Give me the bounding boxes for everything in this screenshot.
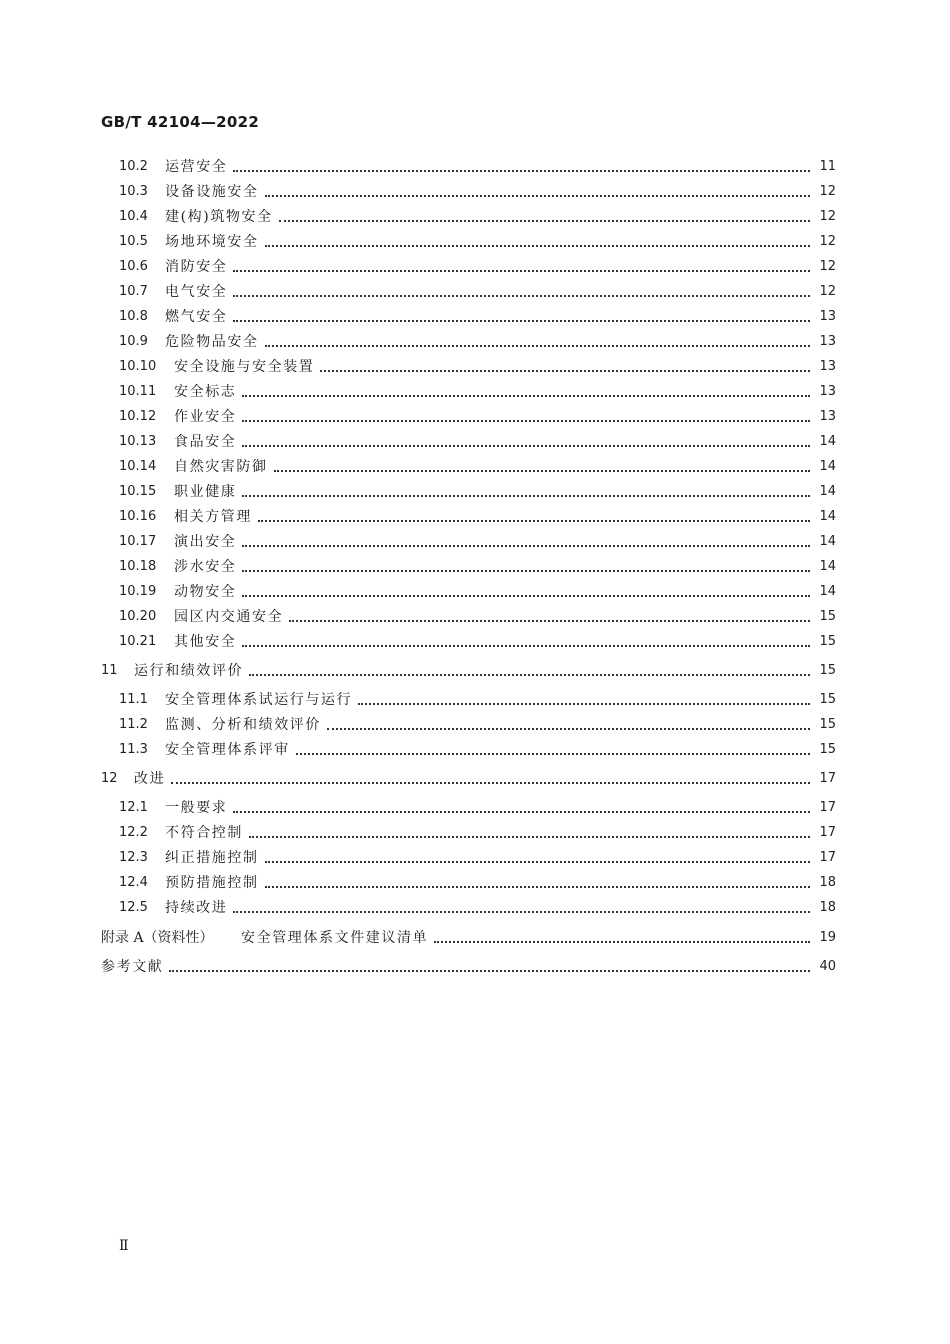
- toc-entry-number: 10.19: [119, 584, 157, 599]
- toc-entry-title: 持续改进: [165, 900, 228, 916]
- toc-entry[interactable]: [119, 456, 836, 478]
- toc-entry[interactable]: [119, 156, 836, 178]
- toc-entry-page: 15: [819, 717, 836, 732]
- toc-entry-title: 园区内交通安全: [174, 609, 284, 625]
- toc-entry[interactable]: [119, 872, 836, 894]
- toc-entry-number: 11: [101, 663, 118, 678]
- toc-leader-dots: [242, 395, 810, 397]
- toc-entry[interactable]: [119, 406, 836, 428]
- toc-leader-dots: [249, 836, 810, 838]
- toc-entry[interactable]: [119, 531, 836, 553]
- toc-entry[interactable]: [119, 556, 836, 578]
- toc-entry[interactable]: [119, 331, 836, 353]
- toc-entry-page: 15: [819, 609, 836, 624]
- toc-entry-number: 12.1: [119, 800, 148, 815]
- toc-entry-number: 10.7: [119, 284, 148, 299]
- toc-entry-page: 13: [819, 409, 836, 424]
- toc-leader-dots: [233, 170, 810, 172]
- toc-leader-dots: [249, 674, 810, 676]
- toc-leader-dots: [242, 595, 810, 597]
- toc-entry-number: 10.3: [119, 184, 148, 199]
- toc-entry[interactable]: [119, 797, 836, 819]
- toc-entry[interactable]: [119, 381, 836, 403]
- toc-entry-number: 附录 A（资料性）: [101, 930, 214, 946]
- toc-entry[interactable]: [119, 506, 836, 528]
- toc-leader-dots: [242, 645, 810, 647]
- toc-entry[interactable]: [119, 631, 836, 653]
- toc-leader-dots: [327, 728, 810, 730]
- toc-entry-title: 危险物品安全: [165, 334, 259, 350]
- toc-entry-title: 安全设施与安全装置: [174, 359, 315, 375]
- toc-entry[interactable]: [119, 714, 836, 736]
- toc-entry-page: 17: [819, 850, 836, 865]
- toc-entry-page: 14: [819, 434, 836, 449]
- toc-entry-page: 15: [819, 692, 836, 707]
- toc-entry-page: 12: [819, 234, 836, 249]
- toc-leader-dots: [233, 320, 810, 322]
- toc-entry-number: 11.2: [119, 717, 148, 732]
- toc-entry-page: 12: [819, 284, 836, 299]
- toc-leader-dots: [434, 941, 810, 943]
- toc-entry[interactable]: [101, 768, 836, 790]
- toc-entry[interactable]: [119, 231, 836, 253]
- toc-entry[interactable]: [101, 956, 836, 978]
- toc-entry[interactable]: [119, 356, 836, 378]
- toc-entry-title: 涉水安全: [174, 559, 237, 575]
- toc-leader-dots: [171, 782, 810, 784]
- toc-entry-number: 10.6: [119, 259, 148, 274]
- toc-entry-page: 14: [819, 459, 836, 474]
- toc-entry-page: 19: [819, 930, 836, 945]
- toc-entry-number: 10.9: [119, 334, 148, 349]
- toc-entry-title: 作业安全: [174, 409, 237, 425]
- toc-entry-page: 13: [819, 334, 836, 349]
- toc-entry-title: 纠正措施控制: [165, 850, 259, 866]
- toc-entry[interactable]: [119, 181, 836, 203]
- toc-entry-number: 12.5: [119, 900, 148, 915]
- toc-entry-number: 10.11: [119, 384, 157, 399]
- toc-entry[interactable]: [119, 306, 836, 328]
- toc-entry-number: 10.15: [119, 484, 157, 499]
- toc-entry-number: 10.5: [119, 234, 148, 249]
- toc-leader-dots: [274, 470, 810, 472]
- toc-entry-page: 14: [819, 534, 836, 549]
- toc-entry-number: 11.1: [119, 692, 148, 707]
- toc-entry-title: 动物安全: [174, 584, 237, 600]
- toc-entry-page: 12: [819, 209, 836, 224]
- toc-entry-page: 40: [819, 959, 836, 974]
- toc-entry[interactable]: [119, 739, 836, 761]
- toc-entry-page: 14: [819, 484, 836, 499]
- toc-entry[interactable]: [119, 689, 836, 711]
- toc-leader-dots: [265, 861, 810, 863]
- toc-entry-title: 安全管理体系评审: [165, 742, 290, 758]
- toc-leader-dots: [242, 495, 810, 497]
- toc-leader-dots: [169, 970, 810, 972]
- document-id-header: GB/T 42104—2022: [101, 113, 260, 131]
- toc-entry-number: 10.2: [119, 159, 148, 174]
- toc-leader-dots: [242, 445, 810, 447]
- toc-leader-dots: [265, 345, 810, 347]
- toc-entry-number: 10.14: [119, 459, 157, 474]
- toc-entry-title: 职业健康: [174, 484, 237, 500]
- toc-entry-page: 12: [819, 259, 836, 274]
- toc-entry-number: 10.17: [119, 534, 157, 549]
- toc-leader-dots: [279, 220, 810, 222]
- toc-leader-dots: [320, 370, 810, 372]
- toc-entry-page: 15: [819, 663, 836, 678]
- toc-entry-title: 燃气安全: [165, 309, 228, 325]
- toc-entry-number: 10.13: [119, 434, 157, 449]
- toc-entry[interactable]: [119, 431, 836, 453]
- toc-entry-number: 10.10: [119, 359, 157, 374]
- toc-entry-page: 17: [819, 800, 836, 815]
- toc-leader-dots: [242, 570, 810, 572]
- toc-entry-page: 14: [819, 584, 836, 599]
- toc-entry-title: 参考文献: [101, 959, 164, 975]
- toc-entry-title: 食品安全: [174, 434, 237, 450]
- toc-entry-page: 17: [819, 825, 836, 840]
- toc-entry-page: 18: [819, 875, 836, 890]
- toc-entry-title: 一般要求: [165, 800, 228, 816]
- toc-entry-title: 运行和绩效评价: [134, 663, 244, 679]
- toc-entry-number: 10.12: [119, 409, 157, 424]
- toc-entry-title: 安全管理体系试运行与运行: [165, 692, 353, 708]
- toc-entry[interactable]: [119, 847, 836, 869]
- toc-entry-title: 演出安全: [174, 534, 237, 550]
- toc-entry-page: 15: [819, 742, 836, 757]
- toc-entry-number: 10.21: [119, 634, 157, 649]
- toc-leader-dots: [289, 620, 810, 622]
- toc-leader-dots: [258, 520, 810, 522]
- toc-entry[interactable]: [119, 606, 836, 628]
- toc-entry[interactable]: [101, 927, 836, 949]
- toc-entry-page: 13: [819, 384, 836, 399]
- toc-entry-page: 17: [819, 771, 836, 786]
- toc-entry-number: 12.3: [119, 850, 148, 865]
- toc-leader-dots: [265, 886, 810, 888]
- toc-entry-title: 其他安全: [174, 634, 237, 650]
- toc-entry-page: 12: [819, 184, 836, 199]
- toc-entry-title: 运营安全: [165, 159, 228, 175]
- toc-entry-number: 10.20: [119, 609, 157, 624]
- toc-entry-title: 改进: [134, 771, 166, 787]
- toc-entry[interactable]: [119, 897, 836, 919]
- toc-entry[interactable]: [119, 206, 836, 228]
- toc-leader-dots: [265, 195, 810, 197]
- toc-entry[interactable]: [119, 481, 836, 503]
- toc-leader-dots: [233, 295, 810, 297]
- toc-entry[interactable]: [119, 256, 836, 278]
- toc-entry-number: 10.16: [119, 509, 157, 524]
- toc-entry-page: 13: [819, 309, 836, 324]
- toc-entry-title: 电气安全: [165, 284, 228, 300]
- toc-entry-number: 12.2: [119, 825, 148, 840]
- toc-entry-title: 不符合控制: [165, 825, 243, 841]
- toc-entry-number: 10.8: [119, 309, 148, 324]
- toc-entry-title: 自然灾害防御: [174, 459, 268, 475]
- toc-entry-title: 场地环境安全: [165, 234, 259, 250]
- toc-entry-title: 消防安全: [165, 259, 228, 275]
- toc-entry-title: 安全管理体系文件建议清单: [241, 930, 429, 946]
- toc-entry-page: 14: [819, 509, 836, 524]
- toc-entry[interactable]: [119, 281, 836, 303]
- toc-leader-dots: [265, 245, 810, 247]
- toc-entry-title: 安全标志: [174, 384, 237, 400]
- toc-entry-title: 设备设施安全: [165, 184, 259, 200]
- toc-entry-page: 11: [819, 159, 836, 174]
- toc-entry-number: 12: [101, 771, 118, 786]
- toc-entry-number: 12.4: [119, 875, 148, 890]
- toc-entry-page: 13: [819, 359, 836, 374]
- toc-leader-dots: [233, 270, 810, 272]
- toc-entry-page: 15: [819, 634, 836, 649]
- toc-entry-title: 建(构)筑物安全: [165, 209, 273, 225]
- toc-entry[interactable]: [101, 660, 836, 682]
- toc-entry-title: 相关方管理: [174, 509, 252, 525]
- page-number-footer: Ⅱ: [119, 1238, 129, 1254]
- toc-entry-page: 14: [819, 559, 836, 574]
- toc-entry-number: 10.4: [119, 209, 148, 224]
- toc-entry[interactable]: [119, 822, 836, 844]
- toc-leader-dots: [233, 911, 810, 913]
- toc-entry-number: 10.18: [119, 559, 157, 574]
- toc-entry-title: 监测、分析和绩效评价: [165, 717, 321, 733]
- toc-leader-dots: [296, 753, 810, 755]
- toc-entry-title: 预防措施控制: [165, 875, 259, 891]
- toc-leader-dots: [242, 420, 810, 422]
- toc-entry-number: 11.3: [119, 742, 148, 757]
- toc-leader-dots: [358, 703, 810, 705]
- toc-entry[interactable]: [119, 581, 836, 603]
- toc-leader-dots: [233, 811, 810, 813]
- toc-entry-page: 18: [819, 900, 836, 915]
- toc-leader-dots: [242, 545, 810, 547]
